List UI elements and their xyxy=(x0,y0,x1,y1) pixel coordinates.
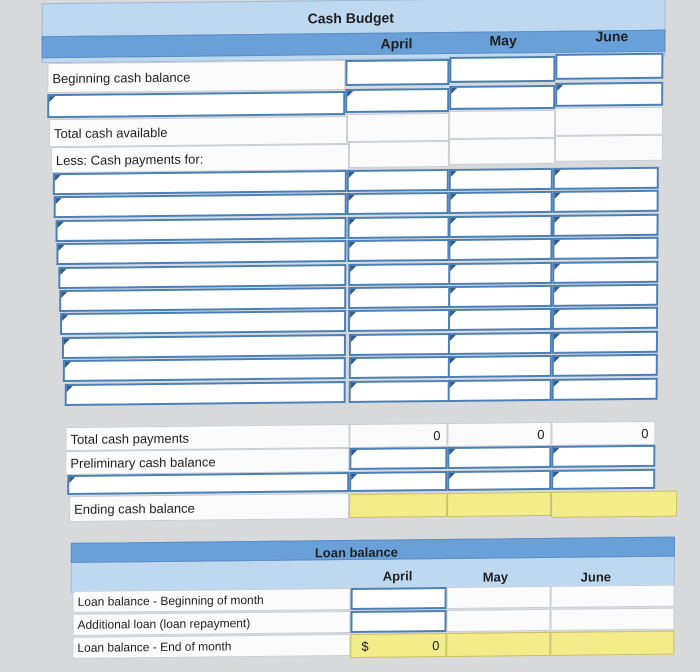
input-payment-june-8[interactable] xyxy=(552,331,658,354)
input-payment-may-2[interactable] xyxy=(449,191,553,214)
input-payment-april-10[interactable] xyxy=(349,380,451,403)
input-payment-may-6[interactable] xyxy=(448,285,552,308)
cell-total-payments-june: 0 xyxy=(551,421,655,446)
cell-total-available-may xyxy=(449,110,555,139)
input-receipts-may[interactable] xyxy=(449,85,555,110)
input-payment-may-3[interactable] xyxy=(448,215,552,238)
cell-total-payments-may: 0 xyxy=(447,422,551,447)
cell-ending-may xyxy=(447,492,551,517)
input-beginning-may[interactable] xyxy=(449,56,555,83)
input-financing-label[interactable] xyxy=(67,472,349,495)
input-payment-label-4[interactable] xyxy=(56,240,346,265)
loan-column-header-april: April xyxy=(382,568,413,584)
input-payment-april-2[interactable] xyxy=(347,192,449,215)
input-preliminary-june[interactable] xyxy=(551,445,655,468)
input-payment-label-1[interactable] xyxy=(53,170,347,195)
input-receipts-june[interactable] xyxy=(555,82,663,107)
input-payment-june-1[interactable] xyxy=(553,167,659,190)
input-payment-may-5[interactable] xyxy=(448,262,552,285)
input-payment-april-3[interactable] xyxy=(347,216,449,239)
input-payment-label-7[interactable] xyxy=(60,310,346,335)
input-loan-beginning-april[interactable] xyxy=(351,587,447,610)
cell-additional-loan-may xyxy=(446,609,550,632)
input-financing-april[interactable] xyxy=(349,471,447,492)
input-payment-label-6[interactable] xyxy=(59,287,346,312)
input-payment-may-9[interactable] xyxy=(448,355,552,378)
input-payment-label-2[interactable] xyxy=(54,193,347,218)
input-financing-may[interactable] xyxy=(447,470,551,491)
cell-less-may xyxy=(449,138,555,165)
input-payment-june-3[interactable] xyxy=(552,214,658,237)
input-receipts-april[interactable] xyxy=(345,88,449,113)
input-preliminary-april[interactable] xyxy=(349,447,447,470)
cash-budget-title: Cash Budget xyxy=(307,9,395,27)
row-label-additional-loan: Additional loan (loan repayment) xyxy=(72,611,350,636)
row-label-loan-beginning: Loan balance - Beginning of month xyxy=(73,588,351,613)
cell-less-april xyxy=(349,141,449,168)
cell-loan-end-june xyxy=(550,631,674,656)
input-payment-april-4[interactable] xyxy=(347,239,449,262)
input-payment-label-3[interactable] xyxy=(56,217,347,242)
loan-column-header-may: May xyxy=(482,569,509,585)
currency-symbol: $ xyxy=(361,638,369,654)
input-payment-label-9[interactable] xyxy=(63,357,346,382)
cell-total-available-june xyxy=(555,107,663,136)
cell-ending-june xyxy=(551,491,677,518)
input-payment-june-6[interactable] xyxy=(552,284,658,307)
input-payment-june-5[interactable] xyxy=(552,261,658,284)
input-payment-april-8[interactable] xyxy=(349,333,451,356)
cell-less-june xyxy=(555,135,663,162)
input-payment-may-10[interactable] xyxy=(448,379,552,402)
input-preliminary-may[interactable] xyxy=(447,446,551,469)
row-label-less-cash-payments: Less: Cash payments for: xyxy=(51,144,349,173)
loan-balance-title: Loan balance xyxy=(314,544,398,561)
column-header-april: April xyxy=(380,35,413,52)
input-payment-april-9[interactable] xyxy=(349,356,451,379)
column-header-june: June xyxy=(595,28,629,45)
row-label-total-cash-available: Total cash available xyxy=(49,116,347,147)
input-payment-june-2[interactable] xyxy=(553,190,659,213)
row-label-ending-cash-balance: Ending cash balance xyxy=(69,493,349,522)
cell-loan-end-may xyxy=(446,632,550,657)
input-payment-june-9[interactable] xyxy=(552,354,658,377)
input-payment-may-8[interactable] xyxy=(448,332,552,355)
input-payment-may-7[interactable] xyxy=(448,308,552,331)
input-payment-may-4[interactable] xyxy=(448,238,552,261)
input-payment-april-5[interactable] xyxy=(348,263,450,286)
column-header-may: May xyxy=(489,32,517,49)
cell-total-payments-april: 0 xyxy=(349,423,447,448)
input-financing-june[interactable] xyxy=(551,469,655,490)
input-payment-april-1[interactable] xyxy=(347,169,449,192)
row-label-loan-end: Loan balance - End of month xyxy=(72,634,350,659)
input-payment-april-6[interactable] xyxy=(348,286,450,309)
row-label-preliminary-cash-balance: Preliminary cash balance xyxy=(65,448,349,475)
loan-column-header-june: June xyxy=(580,569,612,585)
input-payment-june-10[interactable] xyxy=(552,378,658,401)
input-payment-june-4[interactable] xyxy=(552,237,658,260)
input-payment-june-7[interactable] xyxy=(552,307,658,330)
cell-loan-end-april xyxy=(350,633,446,658)
cell-total-available-april xyxy=(347,113,449,142)
row-label-total-cash-payments: Total cash payments xyxy=(65,424,349,451)
input-payment-label-8[interactable] xyxy=(62,334,346,359)
input-beginning-june[interactable] xyxy=(555,53,663,80)
input-additional-loan-april[interactable] xyxy=(350,610,446,633)
input-payment-label-5[interactable] xyxy=(58,264,346,289)
cell-additional-loan-june xyxy=(550,608,674,631)
input-receipts-label[interactable] xyxy=(47,91,345,118)
loan-end-april-value: 0 xyxy=(432,638,440,654)
row-label-beginning-cash: Beginning cash balance xyxy=(47,60,345,93)
input-beginning-april[interactable] xyxy=(345,59,449,86)
input-payment-may-1[interactable] xyxy=(449,168,553,191)
input-payment-april-7[interactable] xyxy=(348,309,450,332)
cell-loan-beginning-may xyxy=(447,586,551,609)
cell-loan-beginning-june xyxy=(551,585,675,608)
cell-ending-april xyxy=(349,493,447,518)
input-payment-label-10[interactable] xyxy=(65,381,346,406)
